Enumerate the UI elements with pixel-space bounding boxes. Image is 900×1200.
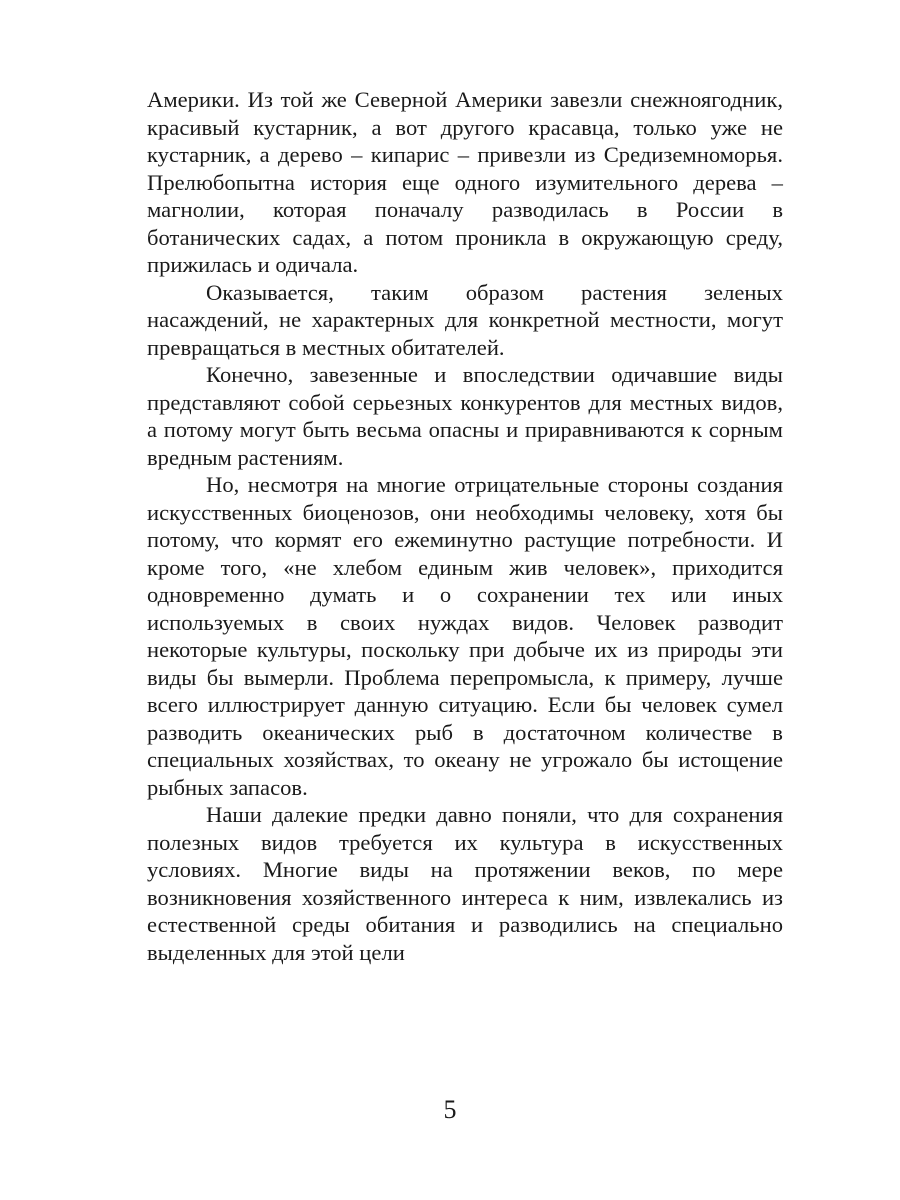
paragraph-continued: Америки. Из той же Северной Америки завезли снежноягодник, красивый кустарник, а вот другого красавца, только уже не кустарник, а дерево – кипарис – привезли из Средиземноморья. Прелюбопытна история еще одного изумительного дерева – магнолии, которая поначалу разводилась в России в ботанических садах, а потом проникла в окружающую среду, прижилась и одичала. (147, 87, 783, 277)
paragraph: Оказывается, таким образом растения зеленых насаждений, не характерных для конкретной местности, могут превращаться в местных обитателей. (147, 279, 783, 360)
body-text (147, 86, 783, 966)
paragraph: Конечно, завезенные и впоследствии одичавшие виды представляют собой серьезных конкурентов для местных видов, а потому могут быть весьма опасны и приравниваются к сорным вредным растениям. (147, 362, 783, 470)
paragraph: Но, несмотря на многие отрицательные стороны создания искусственных биоценозов, они необходимы человеку, хотя бы потому, что кормят его ежеминутно растущие потребности. И кроме того, «не хлебом единым жив человек», приходится одновременно думать и о сохранении тех или иных используемых в своих нуждах видов. Человек разводит некоторые культуры, поскольку при добыче их из природы эти виды бы вымерли. Проблема перепромысла, к примеру, лучше всего иллюстрирует данную ситуацию. Если бы человек сумел разводить океанических рыб в достаточном количестве в специальных хозяйствах, то океану не угрожало бы истощение рыбных запасов. (147, 472, 783, 800)
paragraph-last: Наши далекие предки давно поняли, что для сохранения полезных видов требуется их культура в искусственных условиях. Многие виды на протяжении веков, по мере возникновения хозяйственного интереса к ним, извлекались из естественной среды обитания и разводились на специально выделенных для этой цели (147, 802, 783, 965)
page-number: 5 (443, 1095, 457, 1124)
